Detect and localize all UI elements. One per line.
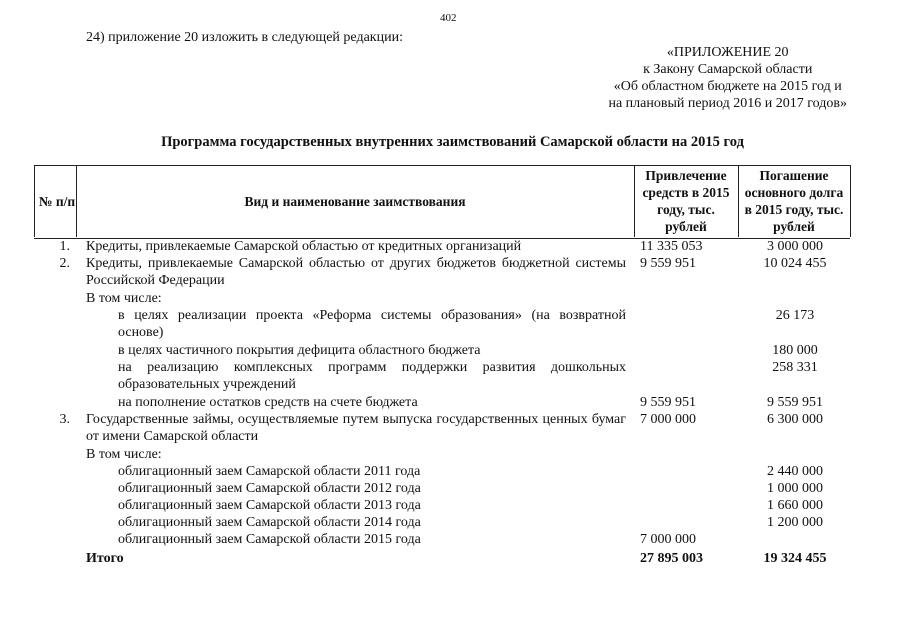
row-name: облигационный заем Самарской области 2011 года <box>118 464 421 479</box>
row-attract: 11 335 053 <box>640 239 703 254</box>
document-title: Программа государственных внутренних заимствований Самарской области на 2015 год <box>161 134 744 150</box>
appendix-line-3: «Об областном бюджете на 2015 год и <box>613 79 842 94</box>
appendix-line-1: «ПРИЛОЖЕНИЕ 20 <box>666 45 789 60</box>
row-repay: 9 559 951 <box>767 395 823 410</box>
row-number: 1. <box>59 239 70 254</box>
header-name: Вид и наименование заимствования <box>244 193 466 209</box>
row-name: Кредиты, привлекаемые Самарской областью от других бюджетов бюджетной системы Российской Федерации <box>86 256 626 288</box>
appendix-header <box>608 44 847 112</box>
row-repay: 180 000 <box>772 343 818 358</box>
intro-text: 24) приложение 20 изложить в следующей редакции: <box>86 30 403 45</box>
total-label: Итого <box>86 551 124 566</box>
total-attract: 27 895 003 <box>640 551 703 566</box>
row-name: на пополнение остатков средств на счете бюджета <box>118 395 418 410</box>
row-repay: 10 024 455 <box>763 256 827 271</box>
row-repay: 1 200 000 <box>767 515 823 530</box>
row-repay: 26 173 <box>775 308 815 323</box>
row-repay: 3 000 000 <box>767 239 823 254</box>
row-number: 3. <box>59 412 70 427</box>
row-attract: 7 000 000 <box>640 532 696 547</box>
row-name: В том числе: <box>86 447 162 462</box>
header-attract: Привлечение средств в 2015 году, тыс. рублей <box>642 168 730 234</box>
row-repay: 1 660 000 <box>767 498 823 513</box>
row-repay: 258 331 <box>772 360 818 375</box>
appendix-line-4: на плановый период 2016 и 2017 годов» <box>608 96 847 111</box>
header-num: № п/п <box>38 193 76 209</box>
row-name: в целях реализации проекта «Реформа системы образования» (на возвратной основе) <box>118 308 626 340</box>
row-attract: 9 559 951 <box>640 395 696 410</box>
row-number: 2. <box>59 256 70 271</box>
row-name: облигационный заем Самарской области 2013 года <box>118 498 421 513</box>
row-attract: 7 000 000 <box>640 412 696 427</box>
row-name: на реализацию комплексных программ поддержки развития дошкольных образовательных учреждений <box>118 360 626 392</box>
row-repay: 6 300 000 <box>767 412 823 427</box>
header-divider <box>850 165 851 237</box>
page-number: 402 <box>440 12 457 24</box>
row-attract: 9 559 951 <box>640 256 696 271</box>
row-name: облигационный заем Самарской области 2015 года <box>118 532 421 547</box>
row-name: облигационный заем Самарской области 2014 года <box>118 515 421 530</box>
header-divider <box>738 165 739 237</box>
total-repay: 19 324 455 <box>763 551 827 566</box>
row-repay: 1 000 000 <box>767 481 823 496</box>
row-name: Государственные займы, осуществляемые путем выпуска государственных ценных бумаг от имени Самарской области <box>86 412 626 444</box>
header-repay: Погашение основного долга в 2015 году, тыс. рублей <box>744 168 844 234</box>
header-divider <box>634 165 635 237</box>
header-divider <box>34 165 35 237</box>
row-name: в целях частичного покрытия дефицита областного бюджета <box>118 343 481 358</box>
row-name: облигационный заем Самарской области 2012 года <box>118 481 421 496</box>
row-repay: 2 440 000 <box>767 464 823 479</box>
appendix-line-2: к Закону Самарской области <box>643 62 813 77</box>
row-name: Кредиты, привлекаемые Самарской областью от кредитных организаций <box>86 239 522 254</box>
row-name: В том числе: <box>86 291 162 306</box>
